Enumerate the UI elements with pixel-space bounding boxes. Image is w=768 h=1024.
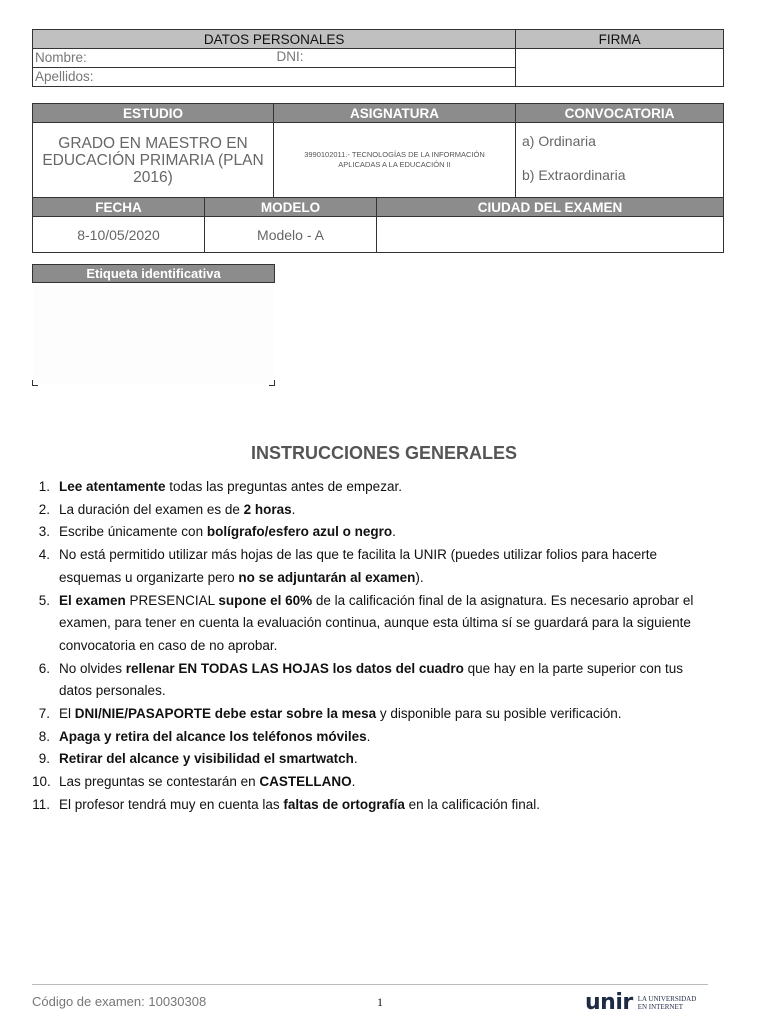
instruction-bold-text: DNI/NIE/PASAPORTE debe estar sobre la mesa	[74, 706, 377, 722]
date-header: FECHA	[33, 198, 205, 217]
instruction-number: 3.	[38, 524, 50, 540]
instruction-text: y disponible para su posible verificación.	[376, 706, 622, 722]
instructions-list	[32, 476, 708, 817]
logo-wordmark: unir	[585, 990, 633, 1015]
instruction-item	[32, 499, 708, 522]
instruction-bold-text: supone el 60%	[218, 592, 313, 608]
study-value: GRADO EN MAESTRO EN EDUCACIÓN PRIMARIA (PLAN 2016)	[33, 123, 274, 198]
instruction-item	[32, 590, 708, 658]
instruction-text: en la calificación final.	[404, 796, 540, 812]
call-header: CONVOCATORIA	[516, 104, 724, 123]
instruction-text: Escribe únicamente con	[59, 524, 207, 540]
instruction-text: Las preguntas se contestarán en	[59, 774, 260, 790]
city-field[interactable]	[377, 217, 724, 253]
instruction-item	[32, 703, 708, 726]
dni-label: DNI:	[276, 49, 304, 64]
date-value: 8-10/05/2020	[33, 217, 205, 253]
instruction-text: .	[366, 728, 371, 744]
instruction-text: .	[392, 524, 396, 540]
instruction-bold-text: Retirar del alcance y visibilidad el smartwatch	[59, 751, 354, 767]
instruction-text: La duración del examen es de	[59, 501, 244, 517]
instruction-bold-text: faltas de ortografía	[283, 796, 405, 812]
instruction-bold-text: rellenar EN TODAS LAS HOJAS los datos del cuadro	[125, 660, 464, 676]
instruction-item	[32, 771, 708, 794]
unir-logo	[585, 990, 696, 1015]
page-number: 1	[377, 995, 383, 1009]
instruction-text: El profesor tendrá muy en cuenta las	[59, 796, 284, 812]
model-header: MODELO	[205, 198, 377, 217]
logo-tagline: LA UNIVERSIDAD EN INTERNET	[637, 994, 697, 1011]
exam-code: Código de examen: 10030308	[32, 994, 207, 1009]
label-area	[33, 285, 274, 383]
instruction-number: 5.	[38, 592, 50, 608]
subject-value: 3990102011.- TECNOLOGÍAS DE LA INFORMACIÓN APLICADAS A LA EDUCACIÓN II	[274, 123, 516, 198]
study-header: ESTUDIO	[33, 104, 274, 123]
instruction-number: 9.	[38, 751, 50, 767]
instruction-number: 7.	[38, 706, 50, 722]
signature-field[interactable]	[516, 49, 724, 87]
name-dni-field[interactable]	[33, 49, 516, 68]
label-corner-right	[269, 380, 275, 386]
instruction-number: 10.	[32, 774, 51, 790]
instruction-text: No está permitido utilizar más hojas de las que te facilita la UNIR (puedes utilizar folios para hacerte esquemas u organizarte pero	[59, 547, 658, 585]
instruction-number: 8.	[38, 728, 50, 744]
surname-label: Apellidos:	[35, 69, 94, 84]
instruction-item	[32, 794, 708, 817]
instruction-text: .	[353, 751, 358, 767]
call-options	[516, 123, 724, 198]
instruction-text: de la calificación final de la asignatura. Es necesario aprobar el examen, para tener en cuenta la evaluación continua, aunque esta última sí se guardará para la siguiente convocatoria en caso de no aprobar.	[59, 592, 694, 653]
instruction-bold-text: bolígrafo/esfero azul o negro	[206, 524, 393, 540]
instruction-item	[32, 544, 708, 589]
label-corner-left	[32, 380, 38, 386]
instructions-title: INSTRUCCIONES GENERALES	[250, 443, 518, 463]
footer-divider	[32, 984, 708, 985]
instruction-item	[32, 658, 708, 703]
instruction-item	[32, 521, 708, 544]
surname-field[interactable]	[33, 68, 516, 87]
label-box-title: Etiqueta identificativa	[33, 265, 275, 283]
subject-header: ASIGNATURA	[274, 104, 516, 123]
instruction-item	[32, 726, 708, 749]
instruction-text: .	[291, 501, 296, 517]
instruction-item	[32, 476, 708, 499]
instruction-number: 4.	[38, 547, 50, 563]
instruction-number: 11.	[32, 796, 50, 812]
instruction-number: 1.	[38, 479, 50, 494]
instruction-bold-text: Apaga y retira del alcance los teléfonos móviles	[59, 728, 367, 744]
instruction-bold-text: 2 horas	[243, 501, 292, 517]
signature-header: FIRMA	[516, 30, 724, 49]
call-ordinary[interactable]: a) Ordinaria	[522, 133, 596, 149]
call-extraordinary[interactable]: b) Extraordinaria	[522, 167, 626, 183]
instruction-number: 2.	[38, 501, 50, 517]
model-value: Modelo - A	[205, 217, 377, 253]
instruction-text: El	[59, 706, 75, 722]
instruction-text: .	[351, 774, 356, 790]
name-label: Nombre:	[35, 50, 87, 65]
personal-data-header: DATOS PERSONALES	[33, 30, 516, 49]
label-box	[32, 264, 275, 283]
instruction-text: que hay en la parte superior con tus datos personales.	[59, 660, 684, 699]
instruction-text: No olvides	[59, 660, 126, 676]
instruction-bold-text: no se adjuntarán al examen	[238, 569, 416, 585]
instruction-text: PRESENCIAL	[125, 592, 219, 608]
instruction-text: ).	[415, 569, 424, 585]
instruction-item	[32, 748, 708, 771]
exam-details-table	[32, 197, 724, 253]
exam-info-table	[32, 103, 724, 198]
instruction-number: 6.	[38, 660, 50, 676]
instruction-bold-text: Lee atentamente	[59, 479, 166, 494]
personal-data-table	[32, 29, 724, 87]
instruction-text: todas las preguntas antes de empezar.	[165, 479, 402, 494]
instruction-bold-text: CASTELLANO	[259, 774, 352, 790]
instruction-bold-text: El examen	[59, 592, 126, 608]
city-header: CIUDAD DEL EXAMEN	[377, 198, 724, 217]
